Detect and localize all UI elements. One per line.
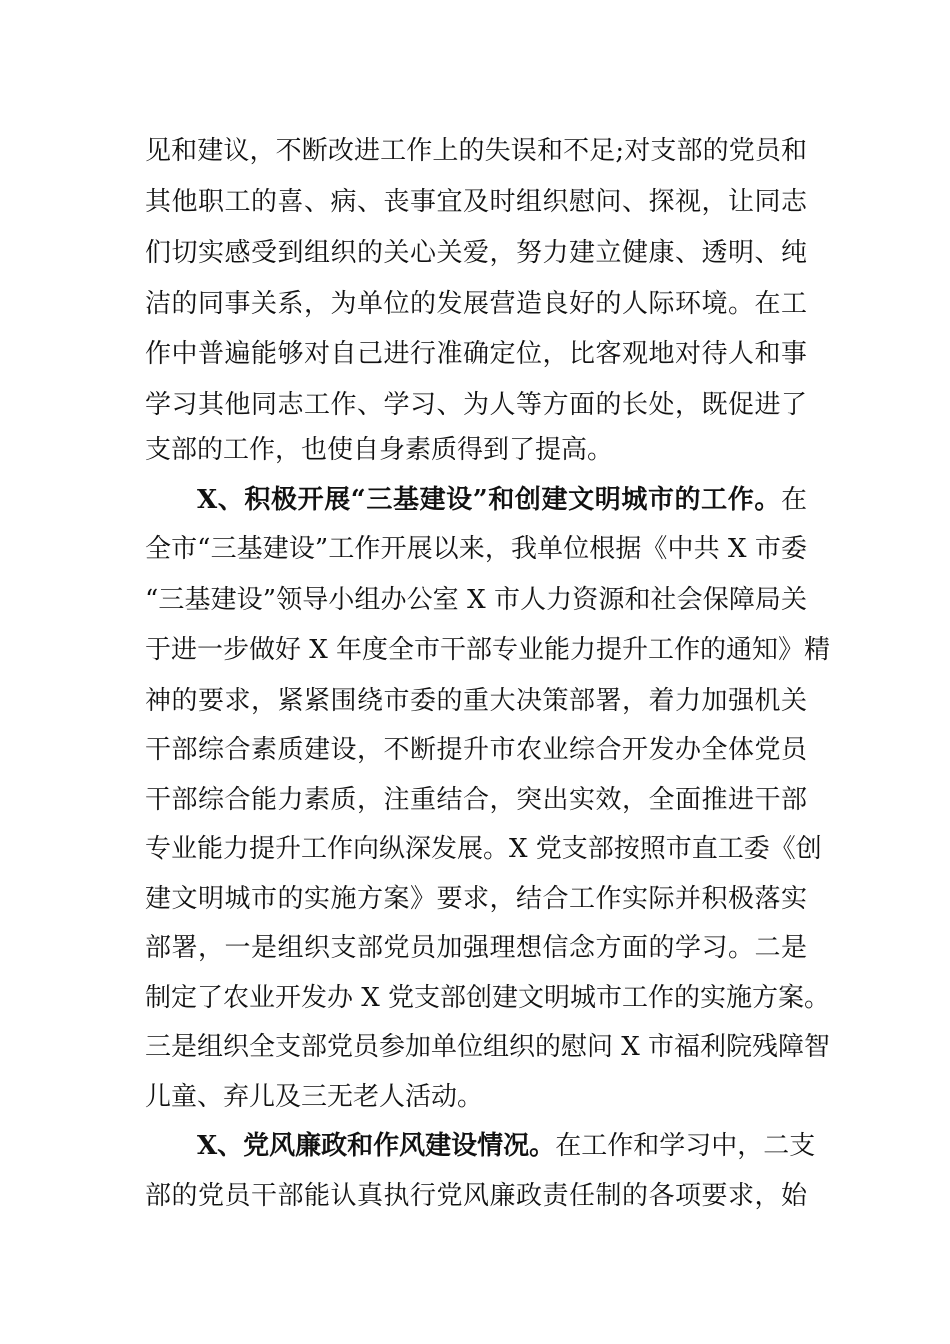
paragraph-line: 神的要求，紧紧围绕市委的重大决策部署，着力加强机关 xyxy=(145,686,807,716)
paragraph-line: 干部综合能力素质，注重结合，突出实效，全面推进干部 xyxy=(145,785,807,815)
section-heading: X、积极开展“三基建设”和创建文明城市的工作。 xyxy=(197,485,781,515)
paragraph-line: 全市“三基建设”工作开展以来，我单位根据《中共 X 市委 xyxy=(145,534,807,564)
paragraph-line: 部署，一是组织支部党员加强理想信念方面的学习。二是 xyxy=(145,933,807,963)
paragraph-line: 制定了农业开发办 X 党支部创建文明城市工作的实施方案。 xyxy=(145,983,831,1013)
paragraph-line: 其他职工的喜、病、丧事宜及时组织慰问、探视，让同志 xyxy=(145,187,807,217)
paragraph-line: 于进一步做好 X 年度全市干部专业能力提升工作的通知》精 xyxy=(145,635,831,665)
section-heading-line xyxy=(197,1124,816,1168)
paragraph-line: 儿童、弃儿及三无老人活动。 xyxy=(145,1082,484,1112)
paragraph-text: 在工作和学习中，二支 xyxy=(555,1131,816,1161)
paragraph-line: 三是组织全支部党员参加单位组织的慰问 X 市福利院残障智 xyxy=(145,1032,831,1062)
paragraph-line: 专业能力提升工作向纵深发展。X 党支部按照市直工委《创 xyxy=(145,834,822,864)
paragraph-line: 见和建议，不断改进工作上的失误和不足;对支部的党员和 xyxy=(145,136,807,166)
paragraph-line: 部的党员干部能认真执行党风廉政责任制的各项要求，始 xyxy=(145,1181,807,1211)
section-heading: X、党风廉政和作风建设情况。 xyxy=(197,1131,556,1161)
paragraph-line: “三基建设”领导小组办公室 X 市人力资源和社会保障局关 xyxy=(145,585,807,615)
paragraph-line: 洁的同事关系，为单位的发展营造良好的人际环境。在工 xyxy=(145,289,807,319)
paragraph-line: 支部的工作，也使自身素质得到了提高。 xyxy=(145,435,614,465)
paragraph-line: 建文明城市的实施方案》要求，结合工作实际并积极落实 xyxy=(145,884,807,914)
paragraph-line: 干部综合素质建设，不断提升市农业综合开发办全体党员 xyxy=(145,735,807,765)
paragraph-line: 作中普遍能够对自己进行准确定位，比客观地对待人和事 xyxy=(145,339,807,369)
paragraph-text: 在 xyxy=(780,485,807,515)
paragraph-line: 学习其他同志工作、学习、为人等方面的长处，既促进了 xyxy=(145,390,807,420)
section-heading-line xyxy=(197,478,807,522)
paragraph-line: 们切实感受到组织的关心关爱，努力建立健康、透明、纯 xyxy=(145,238,807,268)
